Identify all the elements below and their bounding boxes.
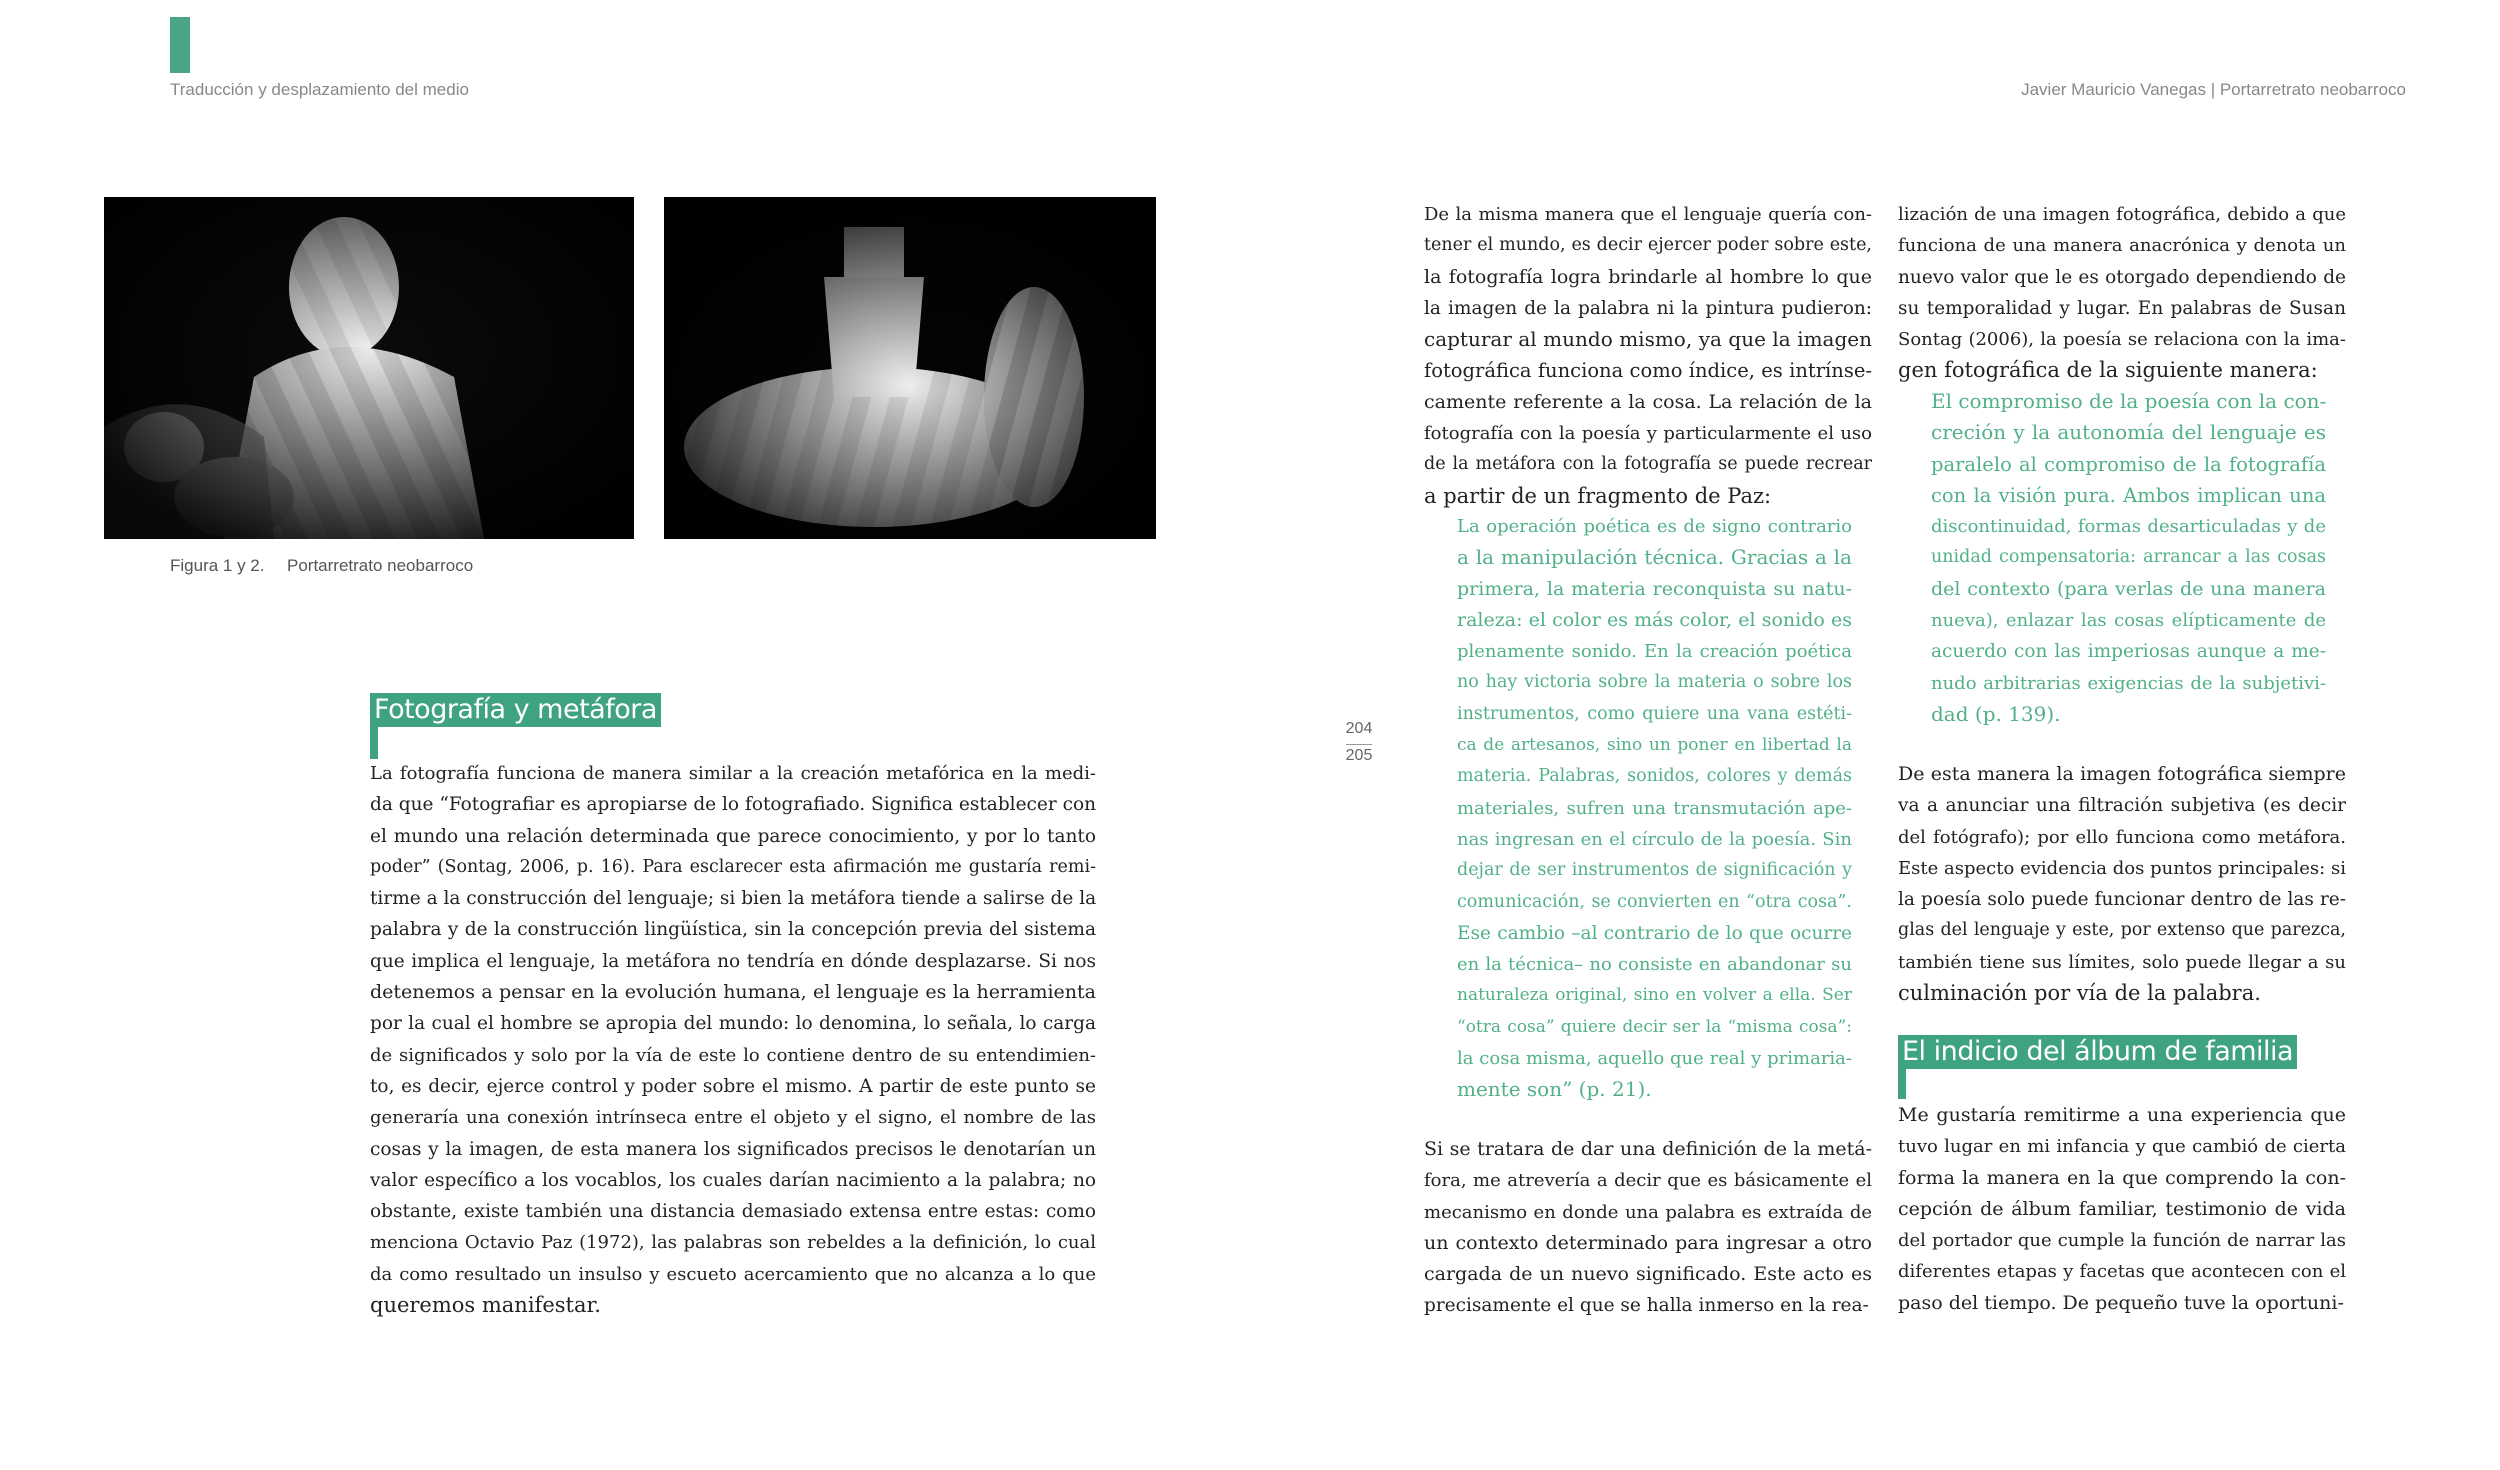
text-line: la poesía solo puede funcionar dentro de las re- xyxy=(1898,889,2346,911)
text-line: a la manipulación técnica. Gracias a la xyxy=(1457,545,1852,570)
text-line: da como resultado un insulso y escueto acercamiento que no alcanza a lo que xyxy=(370,1263,1096,1285)
text-line: poder” (Sontag, 2006, p. 16). Para esclarecer esta afirmación me gustaría remi- xyxy=(370,856,1096,877)
col2-block-quote xyxy=(1931,386,2326,730)
text-line: nuevo valor que le es otorgado dependiendo de xyxy=(1898,266,2346,288)
text-line: de la metáfora con la fotografía se puede recrear xyxy=(1424,454,1872,475)
text-line: unidad compensatoria: arrancar a las cosas xyxy=(1931,547,2326,568)
text-line: comunicación, se convierten en “otra cosa”. xyxy=(1457,891,1852,912)
text-line: instrumentos, como quiere una vana estéti- xyxy=(1457,703,1852,724)
text-line: mecanismo en donde una palabra es extraída de xyxy=(1424,1201,1872,1223)
text-line: a partir de un fragmento de Paz: xyxy=(1424,483,1772,508)
text-line: El compromiso de la poesía con la con- xyxy=(1931,389,2327,413)
text-line: un contexto determinado para ingresar a otro xyxy=(1424,1231,1872,1254)
section-heading-right: El indicio del álbum de familia xyxy=(1898,1035,2297,1069)
folio-left: 204 xyxy=(1345,720,1373,737)
text-line: cosas y la imagen, de esta manera los significados precisos le denotarían un xyxy=(370,1138,1096,1160)
text-line: que implica el lenguaje, la metáfora no tendría en dónde desplazarse. Si nos xyxy=(370,950,1096,972)
text-line: materia. Palabras, sonidos, colores y demás xyxy=(1457,766,1852,787)
text-line: fotografía con la poesía y particularmente el uso xyxy=(1424,423,1872,445)
heading-accent-bar xyxy=(370,727,378,759)
col1-intro-paragraph xyxy=(1424,199,1872,512)
text-line: queremos manifestar. xyxy=(370,1293,601,1318)
running-head-right: Javier Mauricio Vanegas | Portarretrato neobarroco xyxy=(2021,80,2406,99)
text-line: Sontag (2006), la poesía se relaciona con la ima- xyxy=(1898,329,2346,351)
col1-block-quote xyxy=(1457,511,1852,1106)
text-line: paralelo al compromiso de la fotografía xyxy=(1931,452,2326,476)
text-line: Me gustaría remitirme a una experiencia que xyxy=(1898,1104,2346,1126)
col2-mid-paragraph xyxy=(1898,759,2346,1009)
text-line: creción y la autonomía del lenguaje es xyxy=(1931,420,2326,445)
text-line: plenamente sonido. En la creación poética xyxy=(1457,641,1852,663)
text-line: mente son” (p. 21). xyxy=(1457,1077,1652,1102)
text-line: diferentes etapas y facetas que acontecen con el xyxy=(1898,1261,2346,1283)
text-line: tirme a la construcción del lenguaje; si bien la metáfora tiende a salirse de la xyxy=(370,888,1096,910)
text-line: ca de artesanos, sino un poner en libertad la xyxy=(1457,735,1852,756)
text-line: obstante, existe también una distancia demasiado extensa entre estas: como xyxy=(370,1201,1096,1223)
text-line: dad (p. 139). xyxy=(1931,701,2061,726)
section-heading-left: Fotografía y metáfora xyxy=(370,693,661,727)
text-line: palabra y de la construcción lingüística, sin la concepción previa del sistema xyxy=(370,919,1096,941)
text-line: to, es decir, ejerce control y poder sobre el mismo. A partir de este punto se xyxy=(370,1075,1096,1097)
text-line: nueva), enlazar las cosas elípticamente de xyxy=(1931,610,2326,632)
text-line: naturaleza original, sino en volver a ella. Ser xyxy=(1457,985,1852,1006)
text-line: del contexto (para verlas de una manera xyxy=(1931,577,2326,600)
text-line: tener el mundo, es decir ejercer poder sobre este, xyxy=(1424,235,1872,256)
col2-end-paragraph xyxy=(1898,1100,2346,1319)
text-line: De esta manera la imagen fotográfica siempre xyxy=(1898,763,2346,785)
text-line: forma la manera en la que comprendo la con- xyxy=(1898,1166,2346,1189)
text-line: va a anunciar una filtración subjetiva (es decir xyxy=(1898,795,2346,817)
figure-title: Portarretrato neobarroco xyxy=(287,556,474,575)
text-line: primera, la materia reconquista su natu- xyxy=(1457,577,1852,600)
figure-photo-2 xyxy=(664,197,1156,539)
running-head-left: Traducción y desplazamiento del medio xyxy=(170,80,469,99)
text-line: su temporalidad y lugar. En palabras de Susan xyxy=(1898,297,2346,319)
folio-divider xyxy=(1346,744,1372,745)
text-line: camente referente a la cosa. La relación de la xyxy=(1424,390,1872,413)
text-line: La operación poética es de signo contrario xyxy=(1457,516,1852,537)
text-line: fora, me atrevería a decir que es básicamente el xyxy=(1424,1170,1872,1192)
text-line: de significados y solo por la vía de este lo contiene dentro de su entendimien- xyxy=(370,1044,1096,1066)
text-line: por la cual el hombre se apropia del mundo: lo denomina, lo señala, lo carga xyxy=(370,1013,1096,1035)
folio-right: 205 xyxy=(1345,747,1373,764)
text-line: materiales, sufren una transmutación ape- xyxy=(1457,797,1852,819)
text-line: el mundo una relación determinada que parece conocimiento, y por lo tanto xyxy=(370,825,1096,847)
text-line: la cosa misma, aquello que real y primaria- xyxy=(1457,1048,1852,1070)
text-line: dejar de ser instrumentos de significación y xyxy=(1457,860,1852,881)
text-line: con la visión pura. Ambos implican una xyxy=(1931,483,2326,507)
text-line: detenemos a pensar en la evolución humana, el lenguaje es la herramienta xyxy=(370,981,1096,1004)
text-line: cargada de un nuevo significado. Este acto es xyxy=(1424,1263,1872,1286)
heading-accent-bar-2 xyxy=(1898,1069,1906,1099)
text-line: discontinuidad, formas desarticuladas y de xyxy=(1931,516,2326,538)
text-line: no hay victoria sobre la materia o sobre los xyxy=(1457,672,1852,693)
left-page-paragraph xyxy=(370,758,1096,1321)
text-line: acuerdo con las imperiosas aunque a me- xyxy=(1931,641,2326,663)
text-line: fotográfica funciona como índice, es intrínse- xyxy=(1424,359,1872,383)
text-line: capturar al mundo mismo, ya que la imagen xyxy=(1424,327,1872,352)
text-line: en la técnica– no consiste en abandonar su xyxy=(1457,954,1852,976)
figure-label: Figura 1 y 2. xyxy=(170,556,265,575)
text-line: valor específico a los vocablos, los cuales darían nacimiento a la palabra; no xyxy=(370,1169,1096,1191)
col2-intro-paragraph xyxy=(1898,199,2346,387)
text-line: La fotografía funciona de manera similar a la creación metafórica en la medi- xyxy=(370,763,1096,784)
text-line: generaría una conexión intrínseca entre el objeto y el signo, el nombre de las xyxy=(370,1107,1096,1129)
section-tab-marker xyxy=(170,17,190,73)
text-line: raleza: el color es más color, el sonido es xyxy=(1457,608,1852,631)
text-line: culminación por vía de la palabra. xyxy=(1898,981,2261,1006)
text-line: da que “Fotografiar es apropiarse de lo fotografiado. Significa establecer con xyxy=(370,794,1096,816)
text-line: cepción de álbum familiar, testimonio de vida xyxy=(1898,1197,2346,1220)
text-line: también tiene sus límites, solo puede llegar a su xyxy=(1898,951,2346,973)
text-line: Si se tratara de dar una definición de la metá- xyxy=(1424,1138,1872,1160)
text-line: tuvo lugar en mi infancia y que cambió de cierta xyxy=(1898,1136,2346,1158)
text-line: la imagen de la palabra ni la pintura pudieron: xyxy=(1424,297,1872,319)
text-line: funciona de una manera anacrónica y denota un xyxy=(1898,235,2346,257)
text-line: menciona Octavio Paz (1972), las palabras son rebeldes a la definición, lo cual xyxy=(370,1232,1096,1254)
text-line: precisamente el que se halla inmerso en la rea- xyxy=(1424,1295,1869,1317)
text-line: la fotografía logra brindarle al hombre lo que xyxy=(1424,265,1872,288)
figure-photo-1 xyxy=(104,197,634,539)
text-line: gen fotográfica de la siguiente manera: xyxy=(1898,358,2318,383)
text-line: Este aspecto evidencia dos puntos principales: si xyxy=(1898,857,2346,879)
text-line: nudo arbitrarias exigencias de la subjetivi- xyxy=(1931,672,2326,694)
text-line: “otra cosa” quiere decir ser la “misma cosa”: xyxy=(1457,1016,1852,1037)
text-line: del fotógrafo); por ello funciona como metáfora. xyxy=(1898,826,2346,848)
text-line: De la misma manera que el lenguaje quería con- xyxy=(1424,204,1872,225)
text-line: Ese cambio –al contrario de lo que ocurre xyxy=(1457,922,1852,944)
text-line: lización de una imagen fotográfica, debido a que xyxy=(1898,204,2346,225)
col1-outro-paragraph xyxy=(1424,1134,1872,1322)
text-line: glas del lenguaje y este, por extenso que parezca, xyxy=(1898,920,2346,941)
text-line: nas ingresan en el círculo de la poesía. Sin xyxy=(1457,828,1852,850)
text-line: del portador que cumple la función de narrar las xyxy=(1898,1230,2346,1252)
figure-caption xyxy=(170,556,473,576)
text-line: paso del tiempo. De pequeño tuve la oportuni- xyxy=(1898,1291,2344,1314)
